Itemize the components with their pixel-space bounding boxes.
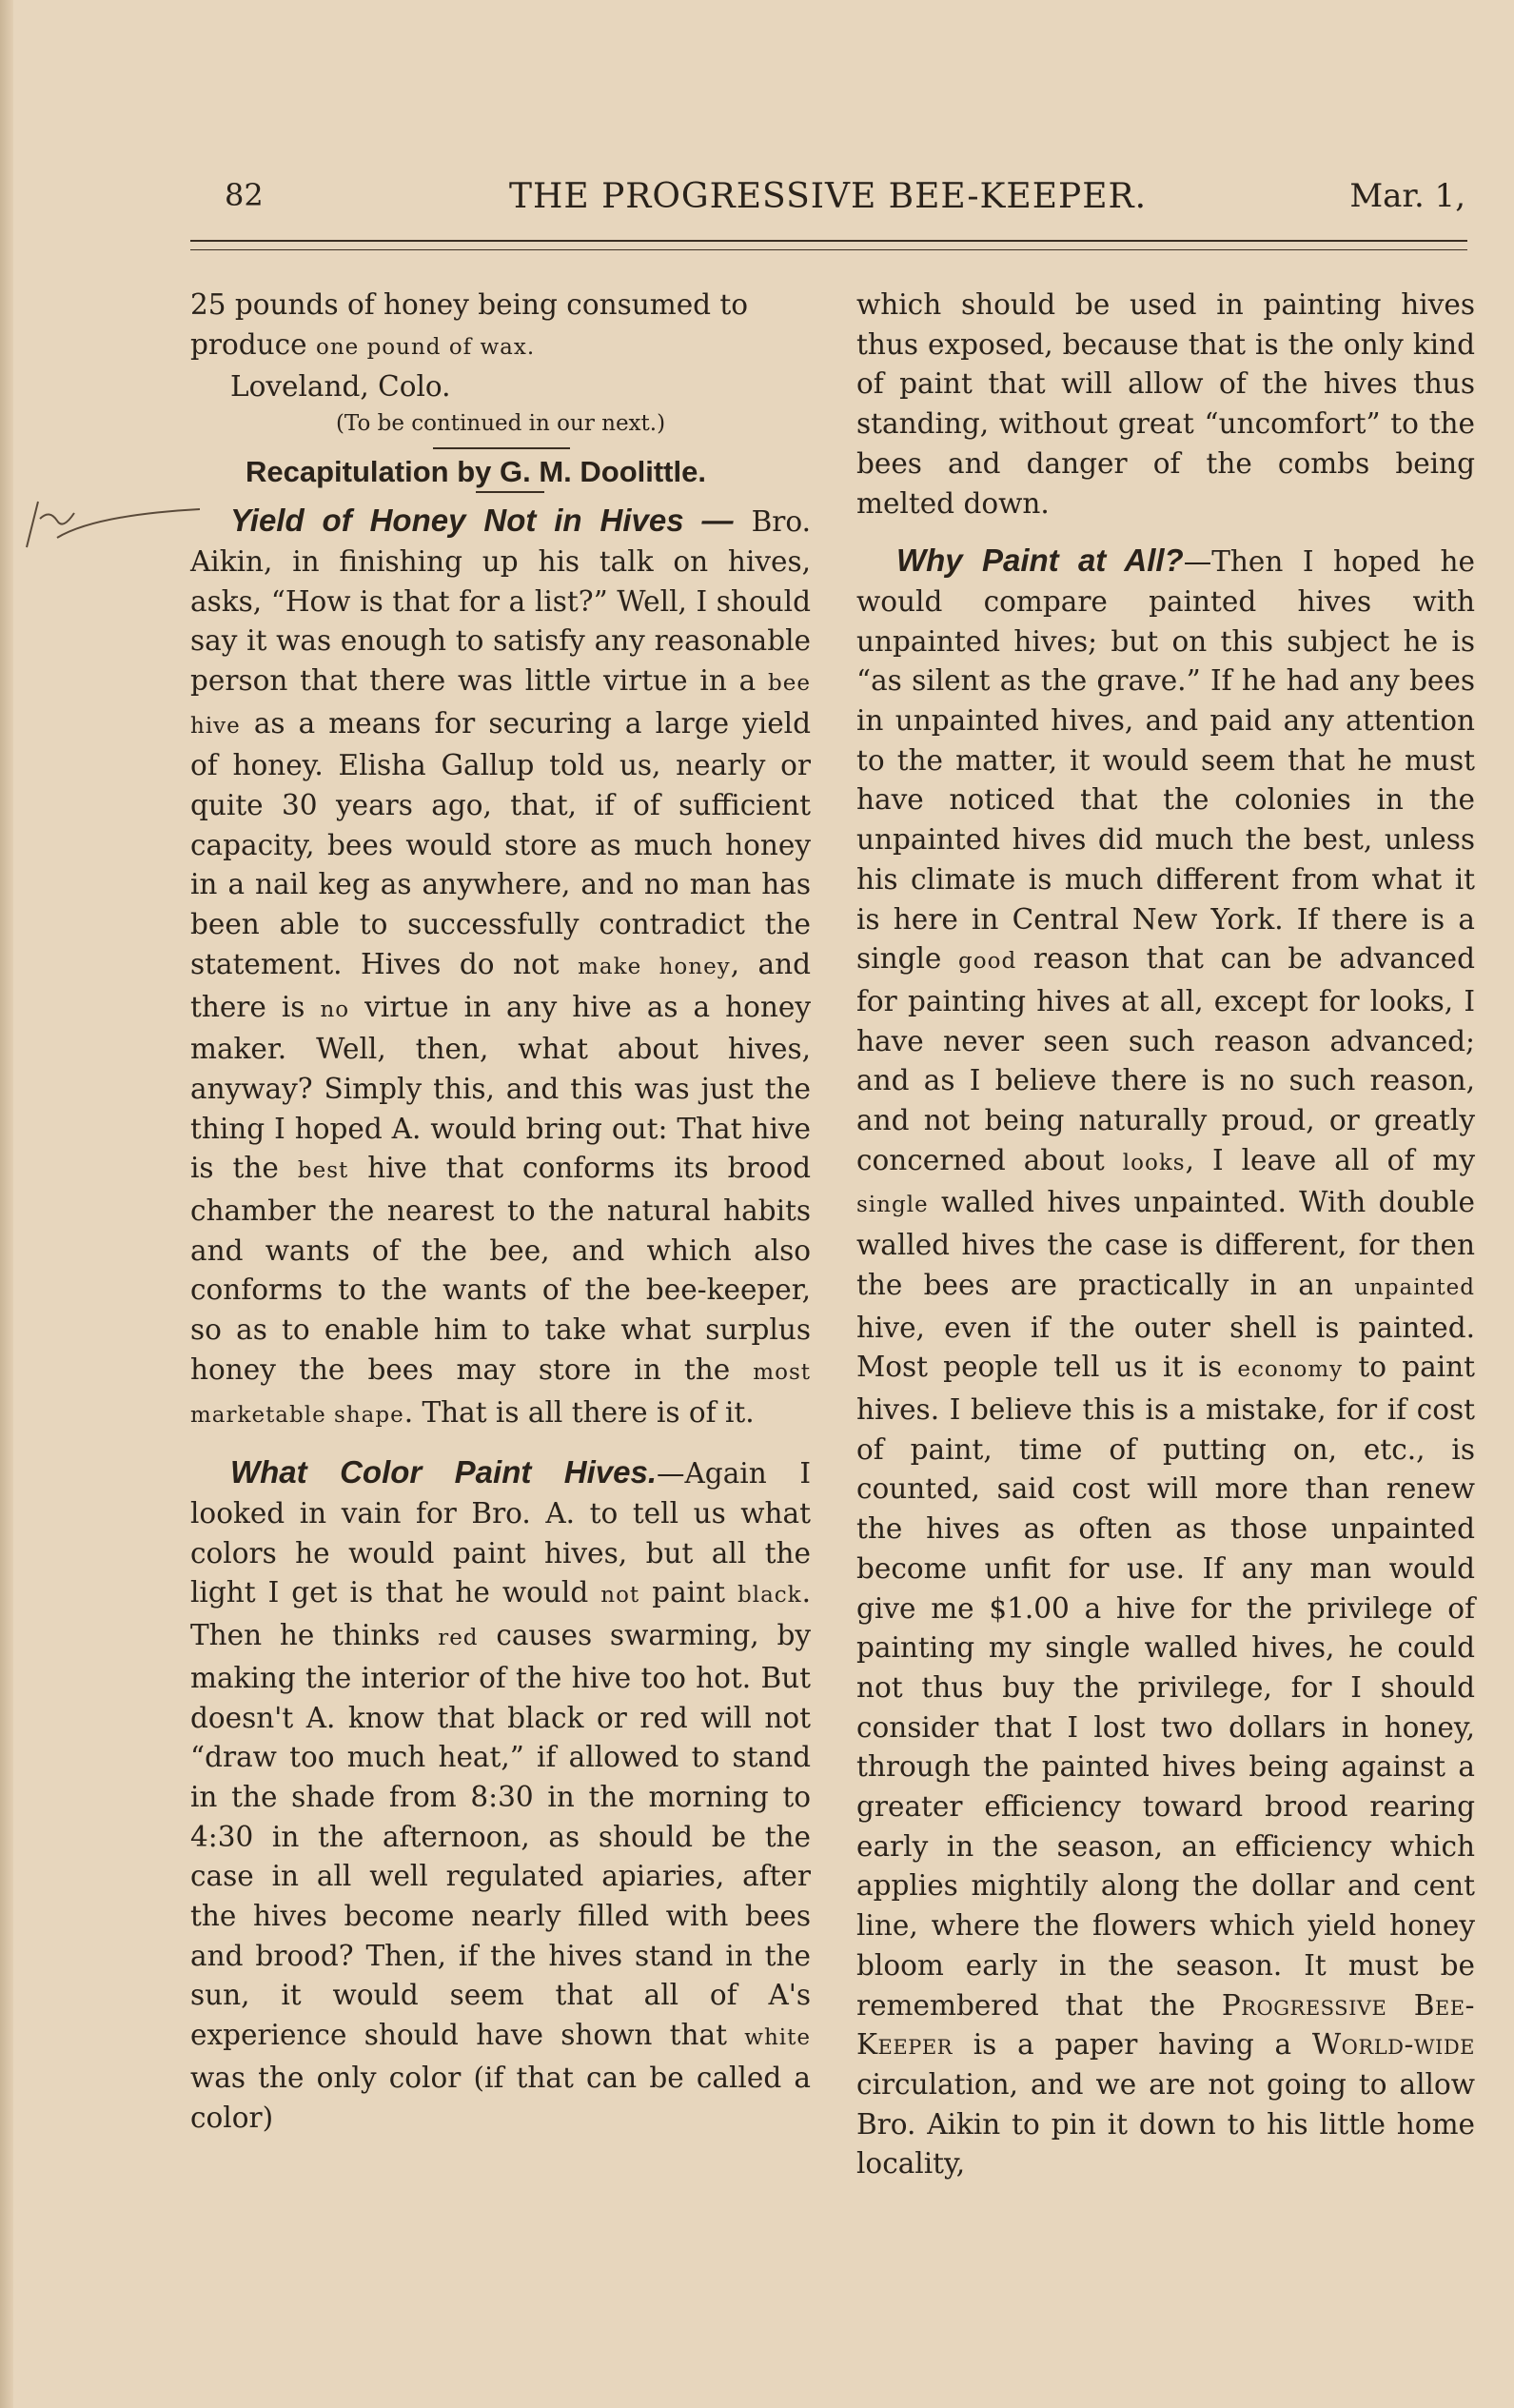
issue-date: Mar. 1, (1349, 177, 1465, 215)
article-title: Recapitulation by G. M. Doolittle. (246, 455, 706, 489)
section-divider (433, 447, 570, 449)
header-rule-thin (190, 249, 1467, 250)
paragraph-continued: which should be used in painting hives thus exposed, because that is the only kind of paint that will allow of the hives thus standing, without great “uncomfort” to the bees and danger of the combs being melted down. (856, 288, 1475, 520)
page-number: 82 (225, 177, 264, 213)
left-column (190, 286, 811, 2138)
paragraph-why-paint: Why Paint at All?—Then I hoped he would compare painted hives with unpainted hives; but on this subject he is “as silent as the grave.” If he had any bees in unpainted hives, and paid any attention to the matter, it would seem that he must have noticed that the colonies in the unpainted hives did much the best, unless his climate is much different from what it is here in Central New York. If there is a single good reason that can be advanced for painting hives at all, except for looks, I have never seen such reason advanced; and as I believe there is no such reason, and not being naturally proud, or greatly concerned about looks, I leave all of my single walled hives unpainted. With double walled hives the case is different, for then the bees are practically in an unpainted hive, even if the outer shell is painted. Most people tell us it is economy to paint hives. I believe this is a mistake, for if cost of paint, time of putting on, etc., is counted, said cost will more than renew the hives as often as those unpainted become unfit for use. If any man would give me $1.00 a hive for the privilege of painting my single walled hives, he could not thus buy the privilege, for I should consider that I lost two dollars in honey, through the painted hives being against a greater efficiency toward brood rearing early in the season, an efficiency which applies mightily along the dollar and cent line, where the flowers which yield honey bloom early in the season. It must be remembered that the Progressive Bee-Keeper is a paper having a World-wide circulation, and we are not going to allow Bro. Aikin to pin it down to his little home locality, (856, 543, 1476, 2181)
paragraph-yield: Yield of Honey Not in Hives — Bro. Aikin, in finishing up his talk on hives, asks, “How is that for a list?” Well, I should say it was enough to satisfy any reasonable person that there was little virtue in a bee hive as a means for securing a large yield of honey. Elisha Gallup told us, nearly or quite 30 years ago, that, if of sufficient capacity, bees would store as much honey in a nail keg as anywhere, and no man has been able to successfully contradict the statement. Hives do not make honey, and there is no virtue in any hive as a honey maker. Well, then, what about hives, anyway? Simply this, and this was just the thing I hoped A. would bring out: That hive is the best hive that conforms its brood chamber the nearest to the natural habits and wants of the bee, and which also conforms to the wants of the bee-keeper, so as to enable him to take what surplus honey the bees may store in the most marketable shape. That is all there is of it. (190, 503, 812, 1429)
subheading-why-paint: Why Paint at All? (896, 543, 1184, 579)
small-caps-phrase: one pound of wax. (316, 334, 536, 360)
dateline-place: Loveland, Colo. (230, 370, 451, 404)
continuation-text: 25 pounds of honey being consumed to produce one pound of wax. (190, 288, 749, 361)
paragraph-color: What Color Paint Hives.—Again I looked in vain for Bro. A. to tell us what colors he would paint hives, but all the light I get is that he would not paint black. Then he thinks red causes swarming, by making the interior of the hive too hot. But doesn't A. know that black or red will not “draw too much heat,” if allowed to stand in the shade from 8:30 in the morning to 4:30 in the afternoon, as should be the case in all well regulated apiaries, after the hives become nearly filled with bees and brood? Then, if the hives stand in the sun, it would seem that all of A's experience should have shown that white was the only color (if that can be called a color) (190, 1454, 811, 2134)
subheading-color: What Color Paint Hives. (230, 1454, 657, 1490)
continued-note: (To be continued in our next.) (335, 411, 666, 437)
title-rule (476, 491, 544, 493)
subheading-yield: Yield of Honey Not in Hives — (230, 503, 734, 539)
right-column (856, 286, 1475, 2184)
handwritten-margin-mark (19, 481, 200, 557)
page-header (190, 177, 1465, 230)
header-rule (190, 240, 1467, 242)
journal-title: THE PROGRESSIVE BEE-KEEPER. (508, 177, 1148, 216)
page-edge (0, 0, 13, 2408)
